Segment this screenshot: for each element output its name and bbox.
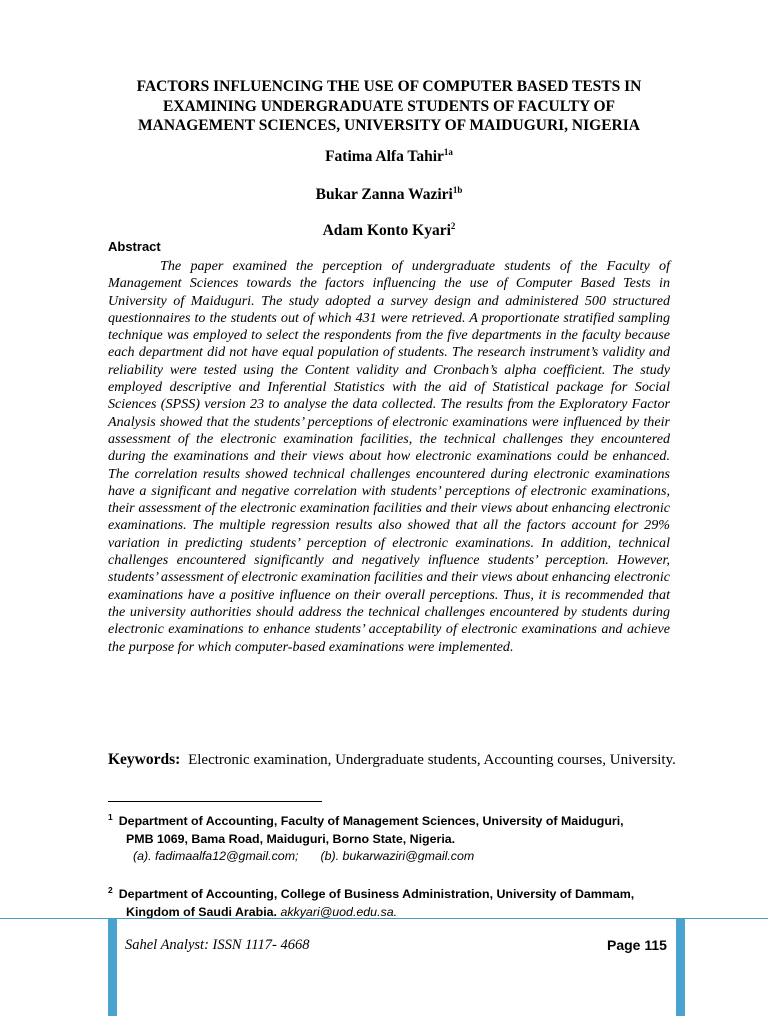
title-line: EXAMINING UNDERGRADUATE STUDENTS OF FACULTY OF <box>163 97 615 115</box>
footnote-1-emails <box>133 849 474 863</box>
footnote-text: Department of Accounting, Faculty of Management Sciences, University of Maiduguri, <box>118 814 624 828</box>
title-line: FACTORS INFLUENCING THE USE OF COMPUTER BASED TESTS IN <box>136 78 642 95</box>
email-a: (a). fadimaalfa12@gmail.com; <box>133 849 299 863</box>
author-name: Adam Konto Kyari <box>322 222 451 239</box>
author-affiliation-mark: 1b <box>452 185 463 195</box>
author-2 <box>108 185 670 204</box>
footnote-text: Kingdom of Saudi Arabia. <box>126 905 277 919</box>
author-affiliation-mark: 2 <box>450 221 456 231</box>
footnote-2 <box>108 881 678 921</box>
paper-title <box>108 77 670 136</box>
author-3 <box>108 221 670 240</box>
footnote-1 <box>108 808 678 848</box>
author-1 <box>108 147 670 166</box>
author-name: Bukar Zanna Waziri <box>315 186 453 203</box>
footnote-marker: 2 <box>108 885 113 895</box>
footnote-text: Department of Accounting, College of Business Administration, University of Dammam, <box>118 887 635 901</box>
footnote-divider <box>108 801 322 802</box>
email-b: (b). bukarwaziri@gmail.com <box>320 849 475 863</box>
footnote-marker: 1 <box>108 812 113 822</box>
keywords <box>108 751 763 770</box>
author-name: Fatima Alfa Tahir <box>325 148 444 165</box>
journal-info: Sahel Analyst: ISSN 1117- 4668 <box>125 937 310 953</box>
page-number: Page 115 <box>607 937 667 953</box>
footer-bar-left <box>108 919 117 1016</box>
keywords-label: Keywords: <box>108 751 181 768</box>
abstract-heading: Abstract <box>108 239 161 254</box>
author-affiliation-mark: 1a <box>443 147 453 157</box>
keywords-text: Electronic examination, Undergraduate students, Accounting courses, University. <box>188 752 676 768</box>
email-c: akkyari@uod.edu.sa. <box>280 905 398 919</box>
footer-bar-right <box>676 919 685 1016</box>
abstract-body: The paper examined the perception of undergraduate students of the Faculty of Management Sciences towards the factors influencing the use of Computer Based Tests in University of Maiduguri. The study adopted a survey design and administered 500 structured questionnaires to the students out of which 431 were retrieved. A proportionate stratified sampling technique was employed to select the respondents from the five departments in the faculty because each department did not have equal population of students. The research instrument’s validity and reliability were tested using the Content validity and Cronbach’s alpha coefficient. The study employed descriptive and Inferential Statistics with the aid of Statistical package for Social Sciences (SPSS) version 23 to analyse the data collected. The results from the Exploratory Factor Analysis showed that the students’ perceptions of electronic examinations were influenced by their assessment of the electronic examination facilities, the technical challenges they encountered during the examinations and their views about how electronic examinations could be enhanced. The correlation results showed technical challenges encountered during electronic examinations have a significant and negative correlation with students’ perceptions of electronic examinations, their assessment of the electronic examination facilities and their views about enhancing electronic examinations. The multiple regression results also showed that all the factors account for 29% variation in predicting students’ perception of electronic examinations. In addition, technical challenges encountered significantly and negatively influence students’ perception. However, students’ assessment of electronic examination facilities and their views about enhancing electronic examinations have a positive influence on their overall perceptions. Thus, it is recommended that the university authorities should address the technical challenges encountered by students during electronic examinations to enhance students’ acceptability of electronic examinations and achieve the purpose for which computer-based examinations were implemented. <box>108 258 670 655</box>
title-line: MANAGEMENT SCIENCES, UNIVERSITY OF MAIDUGURI, NIGERIA <box>138 117 640 134</box>
footnote-text: PMB 1069, Bama Road, Maiduguri, Borno State, Nigeria. <box>126 832 456 846</box>
